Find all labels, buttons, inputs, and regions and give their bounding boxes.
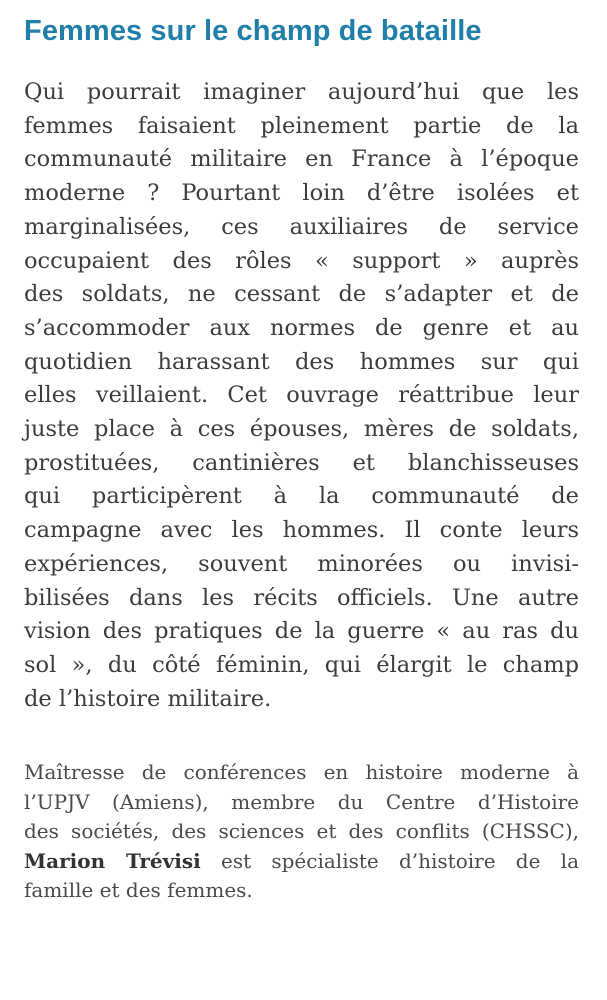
- author-bio: [24, 758, 579, 906]
- summary-line: vision des pratiques de la guerre « au ras du: [24, 618, 579, 645]
- summary-line: femmes faisaient pleinement partie de la: [24, 112, 579, 139]
- summary-line: marginalisées, ces auxiliaires de service: [24, 213, 579, 240]
- summary-line: sol », du côté féminin, qui élargit le champ: [24, 651, 579, 678]
- summary-line: juste place à ces épouses, mères de soldats,: [24, 416, 579, 443]
- author-name: Marion Trévisi: [24, 848, 201, 873]
- summary-line: elles veillaient. Cet ouvrage réattribue leur: [24, 382, 579, 409]
- summary-line: communauté militaire en France à l’époque: [24, 146, 579, 173]
- summary-line: de l’histoire militaire.: [24, 685, 272, 712]
- summary-line: occupaient des rôles « support » auprès: [24, 247, 579, 274]
- summary-line: campagne avec les hommes. Il conte leurs: [24, 517, 579, 544]
- bio-line-author: [24, 847, 579, 877]
- summary-line: qui participèrent à la communauté de: [24, 483, 579, 510]
- bio-author-suffix: est spécialiste d’histoire de la: [200, 848, 579, 873]
- bio-line: des sociétés, des sciences et des conflits (CHSSC),: [24, 819, 579, 844]
- bio-line: Maîtresse de conférences en histoire moderne à: [24, 760, 579, 785]
- page-title: Femmes sur le champ de bataille: [24, 15, 482, 47]
- summary-line: des soldats, ne cessant de s’adapter et de: [24, 281, 579, 308]
- bio-line: famille et des femmes.: [24, 878, 253, 903]
- summary-line: Qui pourrait imaginer aujourd’hui que les: [24, 79, 579, 105]
- summary-line: prostituées, cantinières et blanchisseuses: [24, 449, 579, 476]
- summary-line: quotidien harassant des hommes sur qui: [24, 348, 579, 375]
- summary-line: moderne ? Pourtant loin d’être isolées et: [24, 180, 579, 207]
- summary-line: expériences, souvent minorées ou invisi-: [24, 550, 579, 577]
- summary-line: bilisées dans les récits officiels. Une autre: [24, 584, 579, 611]
- summary-paragraph: [24, 76, 579, 716]
- summary-line: s’accommoder aux normes de genre et au: [24, 314, 579, 341]
- bio-line: l’UPJV (Amiens), membre du Centre d’Histoire: [24, 789, 579, 814]
